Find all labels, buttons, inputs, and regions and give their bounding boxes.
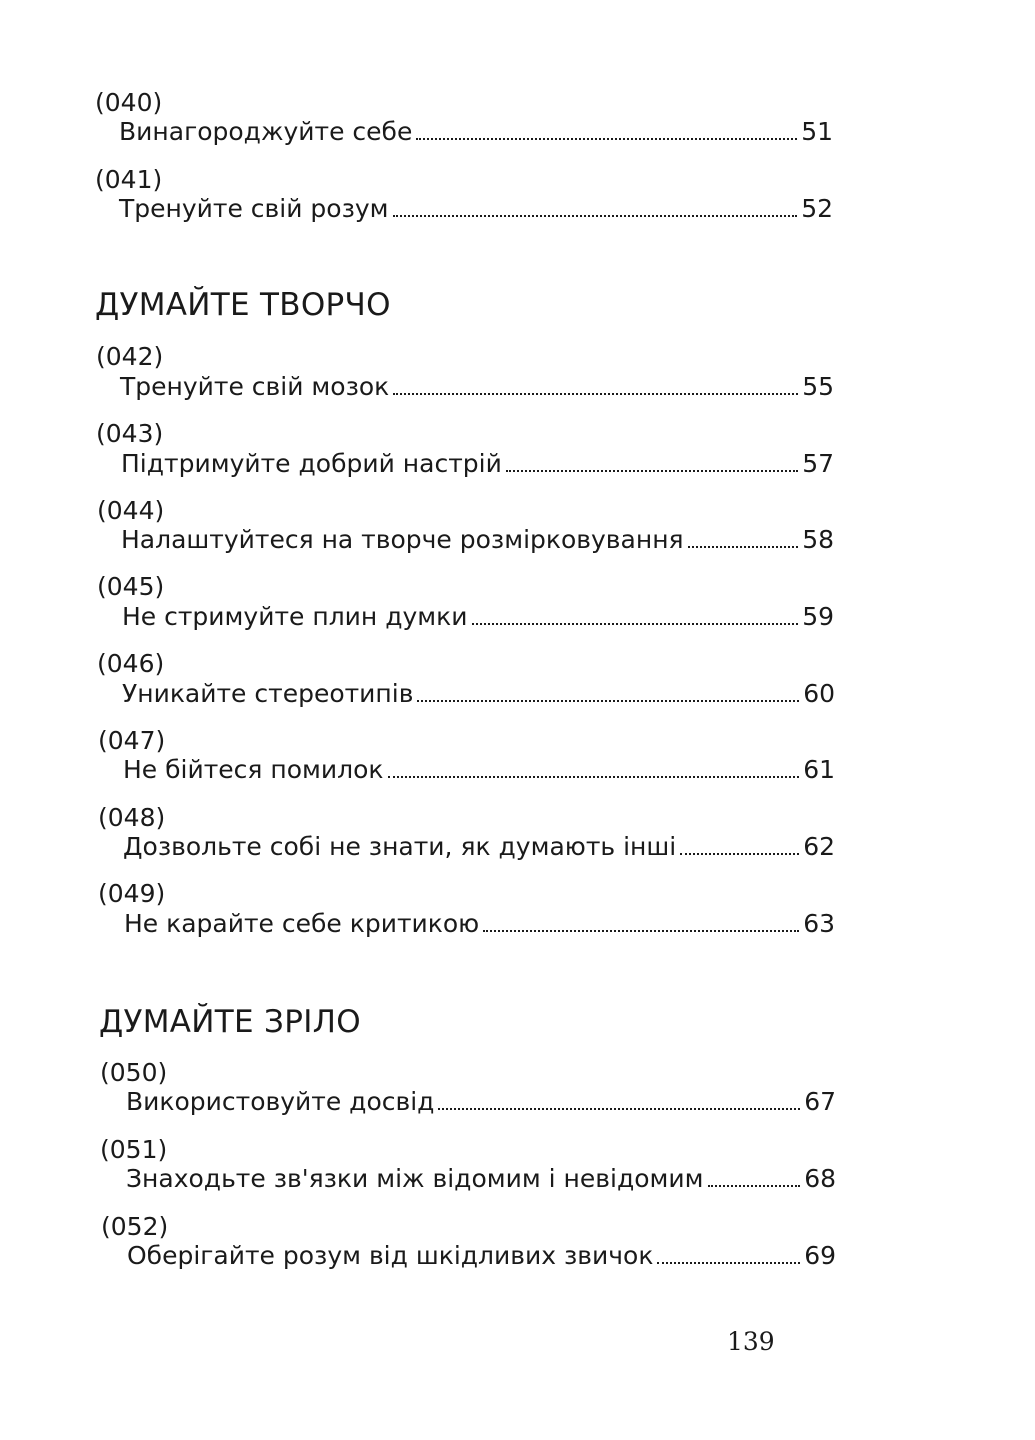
toc-entry (121, 449, 834, 479)
entry-title: Використовуйте досвід (126, 1087, 435, 1116)
dot-leader (680, 853, 799, 855)
entry-title: Уникайте стереотипів (122, 679, 414, 708)
entry-number: (042) (96, 342, 164, 371)
entry-page-number: 57 (802, 449, 834, 478)
entry-page-number: 55 (802, 372, 834, 401)
entry-number: (048) (98, 803, 166, 832)
entry-title: Не карайте себе критикою (124, 909, 480, 938)
section-heading: ДУМАЙТЕ ЗРІЛО (99, 1004, 361, 1040)
entry-page-number: 63 (803, 909, 835, 938)
dot-leader (417, 700, 799, 702)
entry-page-number: 67 (804, 1087, 836, 1116)
toc-entry (123, 755, 835, 785)
entry-page-number: 68 (804, 1164, 836, 1193)
toc-entry (123, 832, 835, 862)
entry-page-number: 58 (802, 525, 834, 554)
entry-title: Тренуйте свій розум (119, 194, 389, 223)
entry-page-number: 60 (803, 679, 835, 708)
toc-entry (120, 372, 834, 402)
entry-title: Тренуйте свій мозок (120, 372, 390, 401)
dot-leader (393, 215, 798, 217)
toc-entry (124, 909, 835, 939)
dot-leader (657, 1262, 800, 1264)
entry-page-number: 69 (804, 1241, 836, 1270)
toc-entry (121, 525, 834, 555)
dot-leader (416, 138, 797, 140)
entry-title: Оберігайте розум від шкідливих звичок (127, 1241, 654, 1270)
section-heading: ДУМАЙТЕ ТВОРЧО (95, 287, 391, 323)
entry-number: (051) (100, 1135, 168, 1164)
entry-number: (049) (98, 879, 166, 908)
entry-title: Не бійтеся помилок (123, 755, 384, 784)
entry-number: (040) (95, 88, 163, 117)
entry-page-number: 59 (802, 602, 834, 631)
entry-page-number: 52 (801, 194, 833, 223)
entry-number: (052) (101, 1212, 169, 1241)
toc-entry (122, 602, 834, 632)
dot-leader (393, 393, 798, 395)
dot-leader (708, 1185, 801, 1187)
entry-number: (045) (97, 572, 165, 601)
entry-number: (050) (100, 1058, 168, 1087)
entry-page-number: 62 (803, 832, 835, 861)
toc-entry (119, 194, 833, 224)
dot-leader (506, 470, 798, 472)
toc-entry (122, 679, 835, 709)
dot-leader (438, 1108, 800, 1110)
toc-entry (127, 1241, 836, 1271)
page-number: 139 (727, 1327, 775, 1356)
entry-page-number: 61 (803, 755, 835, 784)
dot-leader (483, 930, 799, 932)
entry-number: (046) (97, 649, 165, 678)
entry-title: Підтримуйте добрий настрій (121, 449, 502, 478)
entry-number: (041) (95, 165, 163, 194)
toc-entry (126, 1164, 836, 1194)
entry-page-number: 51 (801, 117, 833, 146)
entry-title: Винагороджуйте себе (119, 117, 413, 146)
dot-leader (688, 546, 799, 548)
entry-title: Знаходьте зв'язки між відомим і невідомим (126, 1164, 704, 1193)
dot-leader (388, 776, 800, 778)
entry-title: Дозвольте собі не знати, як думають інші (123, 832, 677, 861)
toc-entry (126, 1087, 836, 1117)
entry-title: Налаштуйтеся на творче розмірковування (121, 525, 684, 554)
entry-number: (047) (98, 726, 166, 755)
dot-leader (472, 623, 799, 625)
entry-number: (043) (96, 419, 164, 448)
toc-entry (119, 117, 833, 147)
entry-title: Не стримуйте плин думки (122, 602, 468, 631)
entry-number: (044) (97, 496, 165, 525)
